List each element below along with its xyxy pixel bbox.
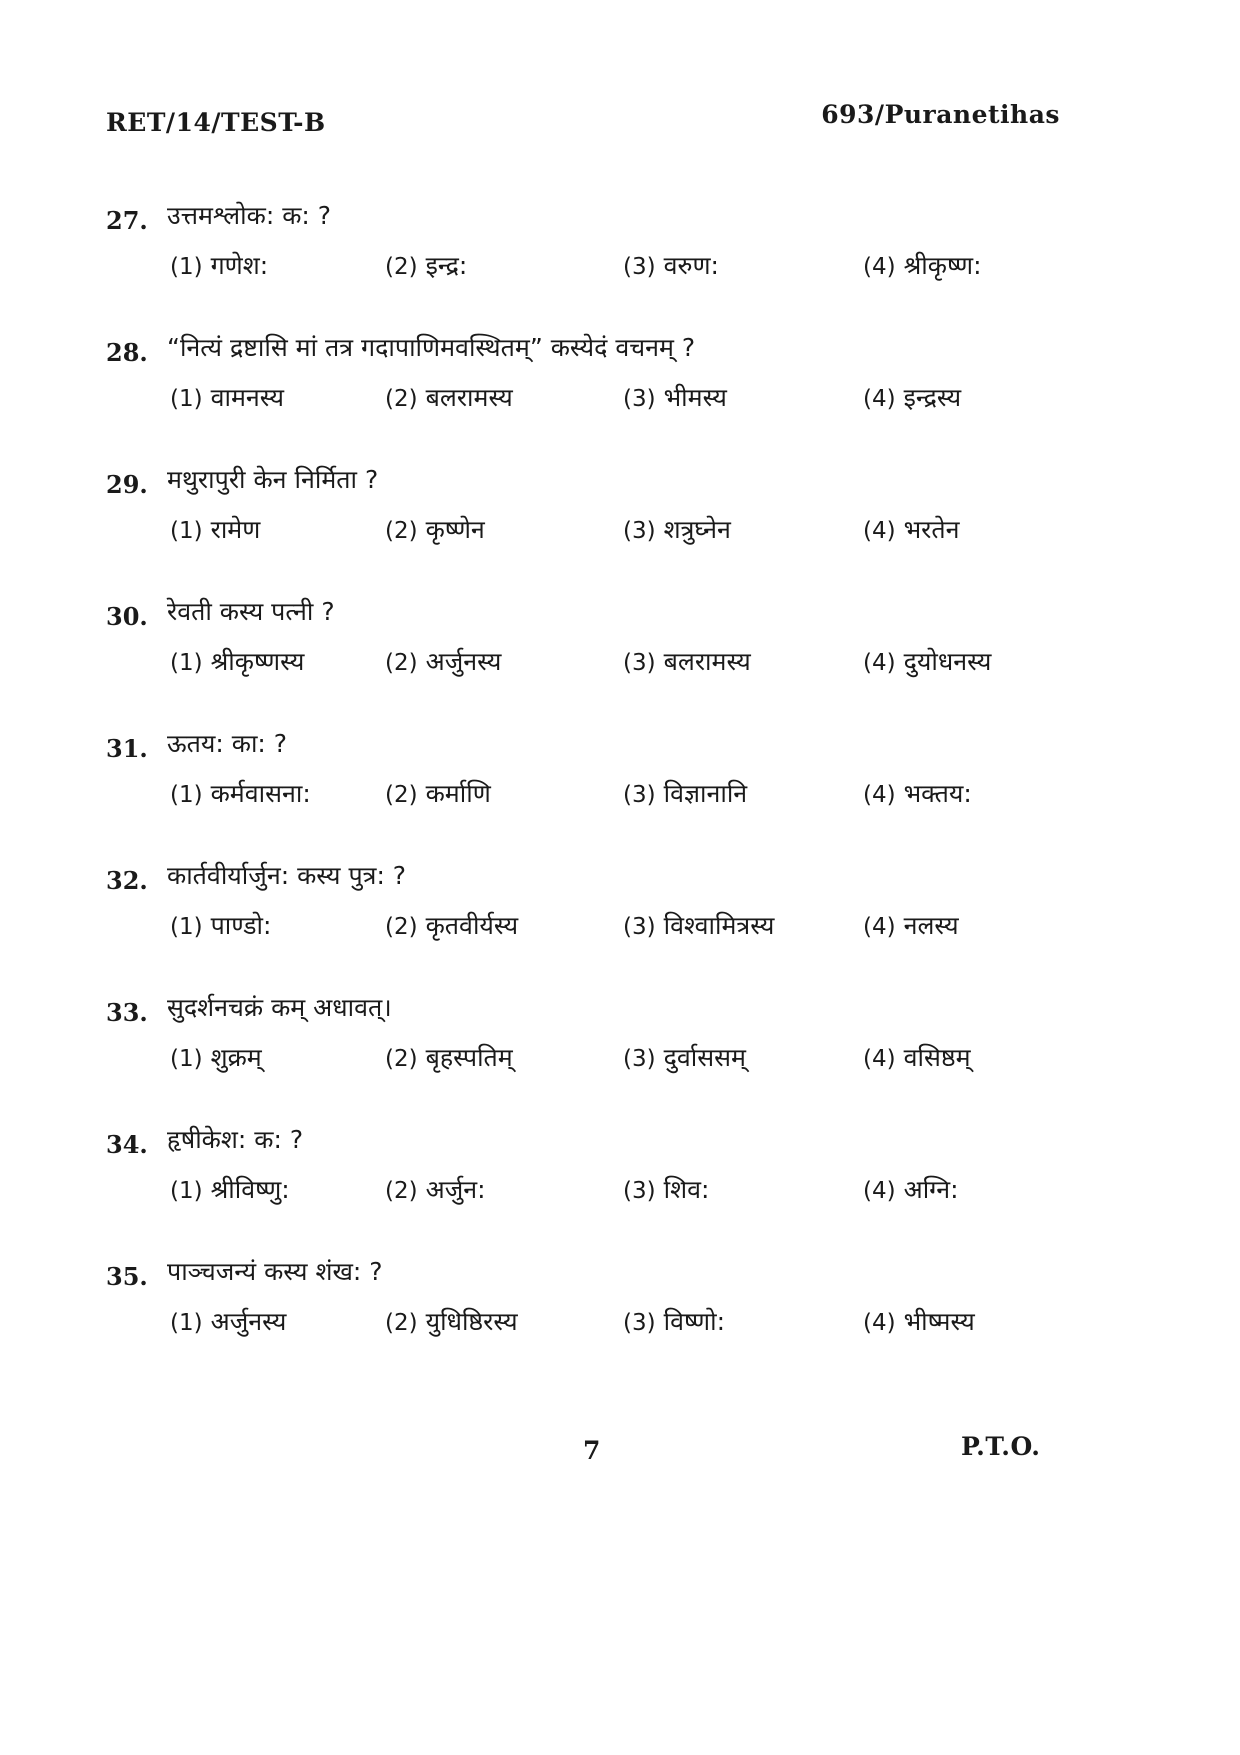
question-text: ऊतय: का: ? [167,729,288,758]
option-1 [170,512,260,546]
option-number: (2) [385,650,418,676]
option-number: (1) [170,1178,203,1204]
option-number: (3) [623,782,656,808]
option-text: श्रीविष्णु: [210,1175,290,1204]
question-number: 28. [106,338,148,367]
option-text: भक्तय: [903,779,972,808]
option-text: शुक्रम् [210,1043,262,1072]
question-text: मथुरापुरी केन निर्मिता ? [167,465,379,494]
option-4 [863,1040,971,1074]
option-number: (4) [863,1046,896,1072]
option-4 [863,248,982,282]
option-number: (2) [385,1178,418,1204]
question-27 [0,198,1240,318]
option-text: शत्रुघ्नेन [663,515,731,544]
option-number: (3) [623,386,656,412]
option-1 [170,1304,286,1338]
option-number: (2) [385,518,418,544]
option-number: (3) [623,914,656,940]
question-number: 30. [106,602,148,631]
option-4 [863,776,972,810]
option-4 [863,1304,975,1338]
option-number: (1) [170,254,203,280]
option-number: (4) [863,650,896,676]
option-3 [623,908,774,942]
option-text: कर्माणि [425,779,491,808]
option-text: नलस्य [903,911,959,940]
option-2 [385,1040,513,1074]
option-4 [863,512,960,546]
option-2 [385,1172,486,1206]
question-number: 35. [106,1262,148,1291]
option-number: (3) [623,1178,656,1204]
option-number: (1) [170,650,203,676]
option-text: भरतेन [903,515,960,544]
question-number: 32. [106,866,148,895]
option-2 [385,1304,518,1338]
option-number: (4) [863,1310,896,1336]
option-2 [385,908,518,942]
option-1 [170,776,311,810]
option-number: (3) [623,1046,656,1072]
question-30 [0,594,1240,714]
option-1 [170,644,304,678]
question-35 [0,1254,1240,1374]
option-3 [623,1040,746,1074]
question-31 [0,726,1240,846]
option-2 [385,512,485,546]
option-number: (1) [170,386,203,412]
option-text: इन्द्र: [425,251,468,280]
question-number: 29. [106,470,148,499]
option-number: (4) [863,914,896,940]
option-text: युधिष्ठिरस्य [425,1307,518,1336]
option-text: विज्ञानानि [663,779,748,808]
option-text: वसिष्ठम् [903,1043,971,1072]
option-number: (4) [863,1178,896,1204]
option-3 [623,1172,709,1206]
question-text: सुदर्शनचक्रं कम् अधावत्। [167,993,392,1022]
option-1 [170,248,268,282]
option-number: (2) [385,782,418,808]
option-number: (4) [863,386,896,412]
header-code: RET/14/TEST-B [106,108,326,137]
option-4 [863,644,991,678]
question-29 [0,462,1240,582]
option-number: (2) [385,914,418,940]
option-text: भीमस्य [663,383,727,412]
question-text: पाञ्चजन्यं कस्य शंख: ? [167,1257,383,1286]
option-text: अर्जुनस्य [425,647,502,676]
option-3 [623,512,731,546]
option-number: (1) [170,1310,203,1336]
option-3 [623,776,747,810]
option-2 [385,644,501,678]
question-number: 27. [106,206,148,235]
please-turn-over: P.T.O. [961,1432,1041,1461]
option-2 [385,776,491,810]
option-text: कृतवीर्यस्य [425,911,519,940]
option-text: दुर्वाससम् [663,1043,746,1072]
question-number: 34. [106,1130,148,1159]
option-text: बृहस्पतिम् [425,1043,513,1072]
option-text: इन्द्रस्य [903,383,962,412]
header-subject: 693/Puranetihas [821,100,1060,129]
option-text: पाण्डो: [210,911,272,940]
option-text: बलरामस्य [425,383,513,412]
question-text: उत्तमश्लोक: क: ? [167,201,332,230]
option-4 [863,908,959,942]
option-text: विष्णो: [663,1307,725,1336]
option-2 [385,380,513,414]
option-number: (1) [170,518,203,544]
option-text: श्रीकृष्ण: [903,251,982,280]
option-text: दुयोधनस्य [903,647,992,676]
question-text: कार्तवीर्यार्जुन: कस्य पुत्र: ? [167,861,407,890]
question-34 [0,1122,1240,1242]
option-number: (2) [385,1310,418,1336]
question-text: रेवती कस्य पत्नी ? [167,597,335,626]
option-1 [170,380,284,414]
option-number: (2) [385,1046,418,1072]
option-text: श्रीकृष्णस्य [210,647,305,676]
option-number: (1) [170,1046,203,1072]
question-33 [0,990,1240,1110]
option-number: (3) [623,254,656,280]
option-number: (3) [623,1310,656,1336]
option-text: विश्वामित्रस्य [663,911,775,940]
option-4 [863,1172,959,1206]
option-1 [170,1040,262,1074]
question-number: 33. [106,998,148,1027]
question-text: “नित्यं द्रष्टासि मां तत्र गदापाणिमवस्थितम्” कस्येदं वचनम् ? [167,333,696,362]
option-number: (1) [170,782,203,808]
option-2 [385,248,467,282]
option-number: (3) [623,518,656,544]
option-1 [170,1172,290,1206]
option-number: (2) [385,254,418,280]
option-text: अर्जुनस्य [210,1307,287,1336]
option-number: (4) [863,518,896,544]
question-28 [0,330,1240,450]
option-number: (4) [863,254,896,280]
option-text: कर्मवासना: [210,779,311,808]
option-text: रामेण [210,515,261,544]
option-1 [170,908,271,942]
option-text: वामनस्य [210,383,285,412]
option-text: गणेश: [210,251,269,280]
option-text: अग्नि: [903,1175,959,1204]
option-number: (1) [170,914,203,940]
question-number: 31. [106,734,148,763]
option-text: शिव: [663,1175,710,1204]
option-text: वरुण: [663,251,719,280]
option-text: भीष्मस्य [903,1307,975,1336]
option-3 [623,1304,725,1338]
page-number: 7 [583,1436,601,1465]
option-text: अर्जुन: [425,1175,486,1204]
question-32 [0,858,1240,978]
option-3 [623,644,751,678]
option-number: (3) [623,650,656,676]
option-text: कृष्णेन [425,515,485,544]
option-3 [623,380,727,414]
option-text: बलरामस्य [663,647,751,676]
question-text: हृषीकेश: क: ? [167,1125,304,1154]
option-number: (2) [385,386,418,412]
option-3 [623,248,719,282]
option-4 [863,380,961,414]
option-number: (4) [863,782,896,808]
